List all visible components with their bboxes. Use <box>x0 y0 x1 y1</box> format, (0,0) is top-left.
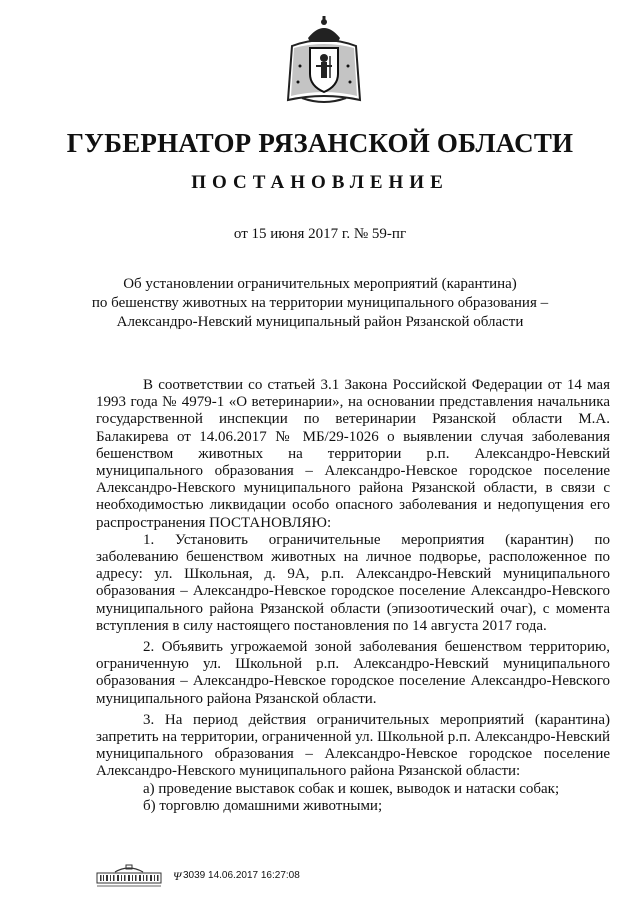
subject-line: Александро-Невский муниципальный район Рязанской области <box>116 314 524 330</box>
subject-line: Об установлении ограничительных мероприятий (карантина) <box>123 276 517 292</box>
authority-title: ГУБЕРНАТОР РЯЗАНСКОЙ ОБЛАСТИ <box>66 128 574 158</box>
coat-of-arms-icon <box>284 16 364 106</box>
body-paragraph-item-3a: а) проведение выставок собак и кошек, выводок и натаски собак; <box>143 780 560 797</box>
body-paragraph-item-1: 1. Установить ограничительные мероприятия (карантин) по заболеванию бешенством животных на личное подворье, расположенное по адресу: ул. Школьная, д. 9А, р.п. Александро-Невский муниципального образования – Александро-Невское городское поселение Александро-Невского муниципального района Рязанской области (эпизоотический очаг), с момента вступления в силу настоящего постановления по 14 августа 2017 года. <box>96 531 610 634</box>
document-type: ПОСТАНОВЛЕНИЕ <box>191 172 449 193</box>
registration-code: 3039 14.06.2017 16:27:08 <box>183 870 300 881</box>
registration-mark-icon: Ψ <box>173 869 182 883</box>
body-paragraph-item-2: 2. Объявить угрожаемой зоной заболевания бешенством территорию, ограниченную ул. Школьной р.п. Александро-Невский муниципального образования – Александро-Невское городское поселение Александро-Невского муниципального района Рязанской области. <box>96 639 610 707</box>
document-body <box>96 377 610 815</box>
body-paragraph-preamble: В соответствии со статьей 3.1 Закона Российской Федерации от 14 мая 1993 года № 4979-1 «О ветеринарии», на основании представления начальника государственной инспекции по ветеринарии Рязанской области М.А. Балакирева от 14.06.2017 № МБ/29-1026 о выявлении случая заболевания бешенством животных на территории р.п. Александро-Невский муниципального образования – Александро-Невское городское поселение Александро-Невского муниципального района Рязанской области, в связи с необходимостью ликвидации особо опасного заболевания и недопущения его распространения ПОСТАНОВЛЯЮ: <box>96 377 610 531</box>
registration-footer <box>93 864 353 890</box>
document-date-number: от 15 июня 2017 г. № 59-пг <box>233 226 407 242</box>
subject-line: по бешенству животных на территории муниципального образования – <box>91 295 549 311</box>
body-paragraph-item-3b: б) торговлю домашними животными; <box>143 797 383 814</box>
body-paragraph-item-3: 3. На период действия ограничительных мероприятий (карантина) запретить на территории, ограниченной ул. Школьной р.п. Александро-Невский муниципального образования – Александро-Невское городское поселение Александро-Невского муниципального района Рязанской области: <box>96 711 611 780</box>
document-subject <box>60 275 580 332</box>
barcode-stamp-icon <box>93 864 165 890</box>
